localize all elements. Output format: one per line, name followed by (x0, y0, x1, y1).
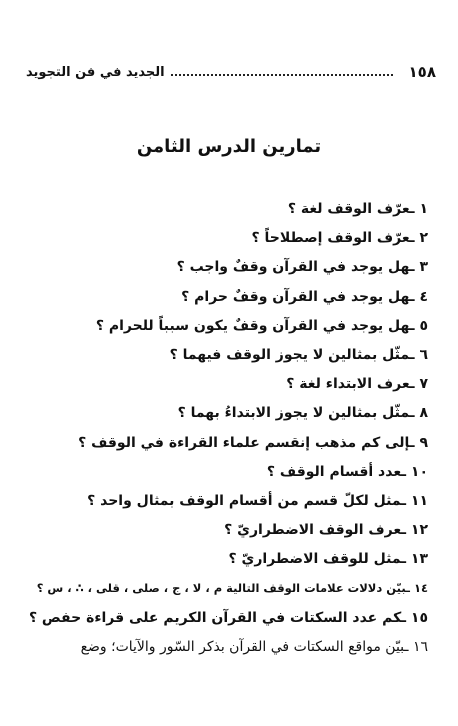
exercise-dash: ـ (409, 405, 420, 422)
exercise-item (22, 633, 428, 662)
exercise-text: هل يوجد في القرآن وقفٌ حرام ؟ (181, 288, 410, 305)
exercise-item (22, 399, 428, 428)
exercise-number: ١٢ (410, 522, 428, 539)
exercise-item (22, 253, 428, 282)
page-header (26, 62, 436, 82)
exercise-item (22, 341, 428, 370)
exercise-number: ١٣ (410, 551, 428, 568)
exercise-dash: ـ (409, 230, 420, 247)
exercise-number: ٩ (419, 434, 428, 451)
exercise-number: ١٠ (410, 463, 428, 480)
exercise-text: مثل للوقف الاضطراريّ ؟ (228, 551, 402, 568)
exercise-text: هل يوجد في القرآن وقفٌ واجب ؟ (176, 259, 410, 276)
exercise-number: ١٤ (413, 581, 428, 596)
exercise-list (22, 195, 428, 662)
exercise-dash: ـ (409, 201, 420, 217)
exercise-number: ١ (419, 201, 428, 217)
exercise-number: ٦ (419, 346, 428, 363)
exercise-item (22, 545, 428, 574)
exercise-text: إلى كم مذهب إنقسم علماء القراءة في الوقف ؟ (78, 434, 410, 451)
exercise-number: ٢ (419, 230, 428, 247)
exercise-dash: ـ (401, 522, 411, 539)
exercise-dash: ـ (409, 259, 420, 276)
page-number: ١٥٨ (408, 63, 436, 81)
exercise-dash: ـ (401, 609, 411, 626)
exercise-item (22, 283, 428, 312)
exercise-dash: ـ (406, 581, 414, 596)
exercise-number: ٣ (419, 259, 428, 276)
exercise-dash: ـ (401, 492, 411, 509)
exercise-item (22, 224, 428, 253)
exercise-text: بيّن مواقع السكتات في القرآن بذكر السّور والآيات؛ وضع (80, 638, 405, 655)
exercise-text: بيّن دلالات علامات الوقف التالية م ، لا ، ج ، صلى ، قلى ، ∴ ، س ؟ (36, 581, 407, 596)
exercise-number: ٨ (419, 405, 428, 422)
exercise-dash: ـ (409, 317, 420, 334)
exercise-dash: ـ (404, 638, 413, 655)
exercise-item (22, 195, 428, 224)
exercise-text: هل يوجد في القرآن وقفٌ يكون سبباً للحرام ؟ (95, 317, 410, 334)
exercise-number: ١١ (410, 492, 428, 509)
exercise-dash: ـ (409, 288, 420, 305)
exercise-number: ٧ (419, 376, 428, 393)
exercise-text: مثل لكلّ قسم من أقسام الوقف بمثال واحد ؟ (87, 492, 402, 509)
exercise-number: ١٦ (412, 638, 428, 655)
exercise-item (22, 604, 428, 633)
exercise-item (22, 516, 428, 545)
section-title: تمارين الدرس الثامن (136, 136, 322, 157)
exercise-dash: ـ (409, 434, 420, 451)
exercise-item (22, 487, 428, 516)
exercise-item (22, 458, 428, 487)
exercise-dash: ـ (409, 346, 420, 363)
header-dotted-leader (171, 74, 393, 76)
exercise-text: مثّل بمثالين لا يجوز الابتداءُ بهما ؟ (177, 405, 410, 422)
exercise-number: ٥ (419, 317, 428, 334)
exercise-text: مثّل بمثالين لا يجوز الوقف فيهما ؟ (169, 346, 410, 363)
exercise-text: عرّف الوقف لغة ؟ (287, 201, 410, 217)
exercise-text: عرّف الوقف إصطلاحاً ؟ (251, 230, 410, 247)
exercise-text: كم عدد السكتات في القرآن الكريم على قراءة حفص ؟ (28, 609, 402, 626)
exercise-item (22, 312, 428, 341)
exercise-item (22, 429, 428, 458)
exercise-text: عدد أقسام الوقف ؟ (266, 463, 402, 480)
exercise-text: عرف الوقف الاضطراريّ ؟ (224, 522, 402, 539)
book-title: الجديد في فن التجويد (26, 64, 165, 80)
exercise-number: ٤ (419, 288, 428, 305)
exercise-text: عرف الابتداء لغة ؟ (286, 376, 410, 393)
exercise-item (22, 370, 428, 399)
exercise-dash: ـ (401, 463, 411, 480)
exercise-number: ١٥ (410, 609, 428, 626)
exercise-item (22, 574, 428, 603)
exercise-dash: ـ (409, 376, 420, 393)
exercise-dash: ـ (401, 551, 411, 568)
